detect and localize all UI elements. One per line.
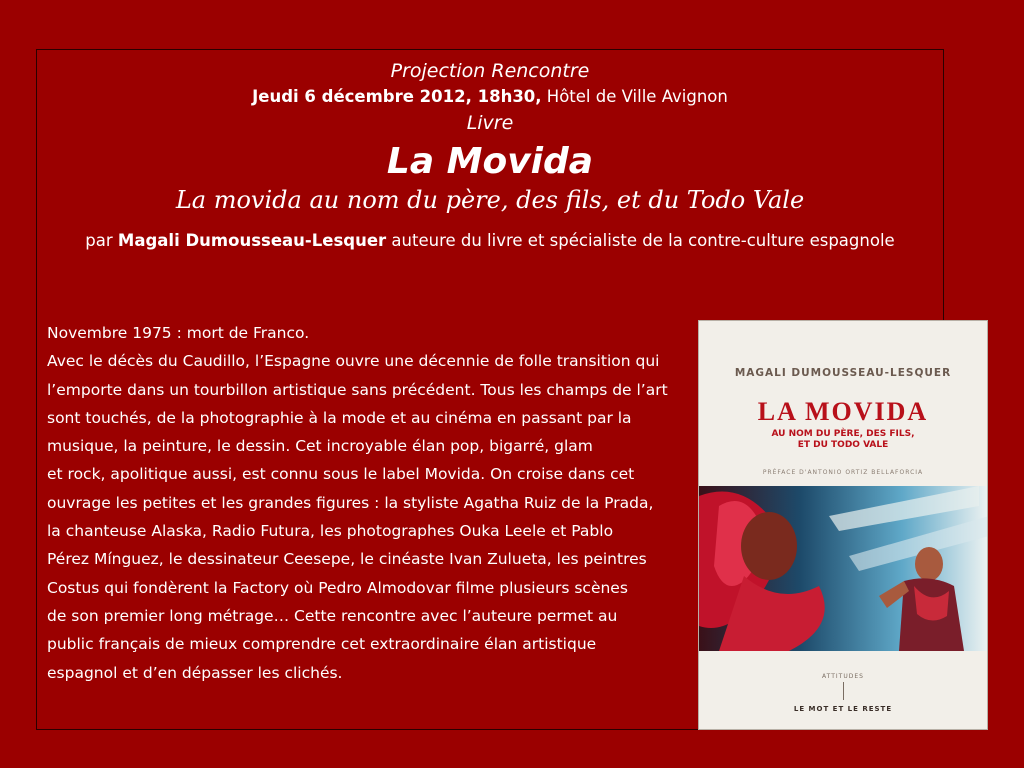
- event-dateline: [36, 84, 944, 110]
- description-line: Avec le décès du Caudillo, l’Espagne ouvre une décennie de folle transition qui: [47, 352, 660, 371]
- description-line: et rock, apolitique aussi, est connu sous le label Movida. On croise dans cet: [47, 465, 635, 484]
- cover-preface: PRÉFACE D'ANTONIO ORTIZ BELLAFORCIA: [762, 469, 924, 476]
- page-title: La Movida: [386, 141, 594, 182]
- description-line: espagnol et d’en dépasser les clichés.: [47, 663, 343, 682]
- description-line: public français de mieux comprendre cet extraordinaire élan artistique: [47, 635, 597, 654]
- cover-artwork: [699, 486, 988, 651]
- event-date: Jeudi 6 décembre 2012, 18h30,: [252, 87, 542, 106]
- cover-collection: ATTITUDES: [822, 673, 864, 680]
- event-header: [36, 58, 944, 253]
- description-line: de son premier long métrage… Cette rencontre avec l’auteure permet au: [47, 606, 618, 625]
- cover-title: LA MOVIDA: [757, 397, 929, 426]
- event-venue: Hôtel de Ville Avignon: [541, 87, 728, 106]
- description-line: Pérez Mínguez, le dessinateur Ceesepe, le cinéaste Ivan Zulueta, les peintres: [47, 550, 647, 569]
- cover-publisher: LE MOT ET LE RESTE: [793, 705, 893, 713]
- cover-subtitle-line: ET DU TODO VALE: [797, 440, 889, 450]
- byline-suffix: auteure du livre et spécialiste de la contre-culture espagnole: [386, 231, 895, 250]
- author-name: Magali Dumousseau-Lesquer: [117, 231, 387, 250]
- event-genre: Livre: [466, 112, 514, 134]
- cover-subtitle-line: AU NOM DU PÈRE, DES FILS,: [771, 429, 915, 439]
- description-line: Novembre 1975 : mort de Franco.: [47, 324, 310, 342]
- description-line: la chanteuse Alaska, Radio Futura, les photographes Ouka Leele et Pablo: [47, 522, 614, 541]
- cover-subtitle: [699, 429, 987, 451]
- description-line: musique, la peinture, le dessin. Cet incroyable élan pop, bigarré, glam: [47, 437, 593, 456]
- event-type: Projection Rencontre: [390, 60, 590, 82]
- byline-prefix: par: [85, 231, 118, 250]
- description-line: ouvrage les petites et les grandes figures : la styliste Agatha Ruiz de la Prada,: [47, 493, 654, 512]
- description-line: l’emporte dans un tourbillon artistique sans précédent. Tous les champs de l’art: [47, 380, 668, 399]
- cover-divider: [843, 682, 844, 700]
- description-text: [47, 319, 697, 687]
- page-subtitle: La movida au nom du père, des fils, et du Todo Vale: [175, 186, 805, 214]
- book-cover: [698, 320, 988, 730]
- description-line: sont touchés, de la photographie à la mode et au cinéma en passant par la: [47, 408, 632, 427]
- byline: [36, 229, 944, 253]
- cover-author: MAGALI DUMOUSSEAU-LESQUER: [734, 367, 952, 379]
- description-line: Costus qui fondèrent la Factory où Pedro Almodovar filme plusieurs scènes: [47, 578, 628, 597]
